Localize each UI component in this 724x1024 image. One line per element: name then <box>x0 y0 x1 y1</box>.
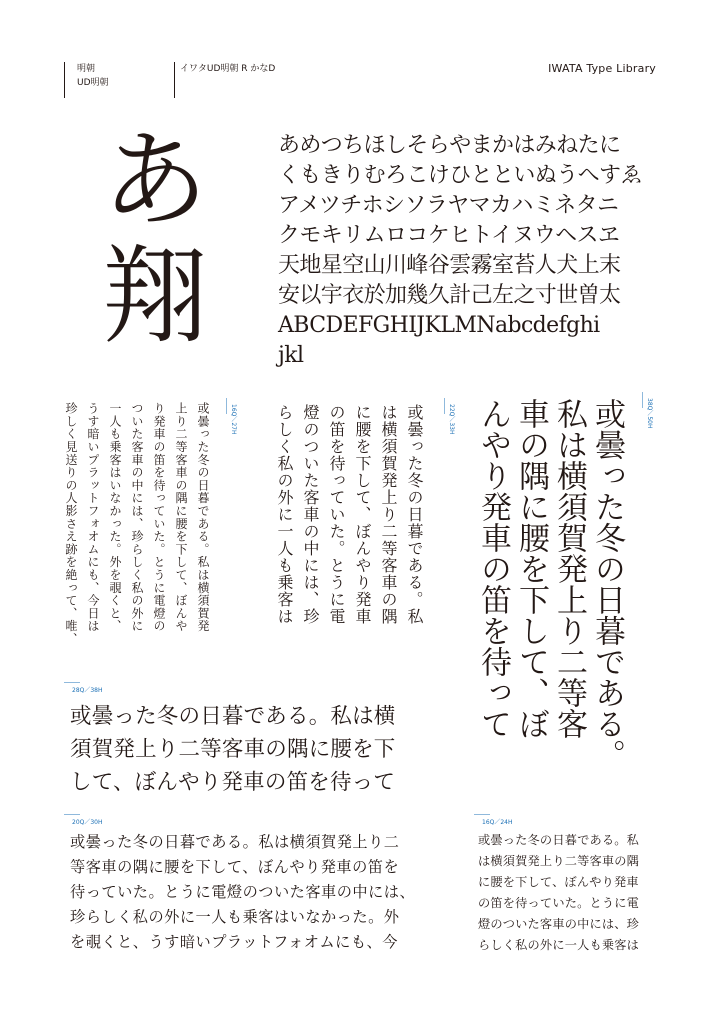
header-family <box>77 62 109 90</box>
sample-label-16q-v: 16Q／27H <box>230 404 237 435</box>
vertical-line: 或曇った冬の日暮である。私 <box>405 404 424 625</box>
horizontal-line: 須賀発上り二等客車の隅に腰を下 <box>70 737 396 762</box>
vertical-line: 燈のついた客車の中には、珍 <box>301 404 320 625</box>
vertical-sample-38q <box>474 398 626 798</box>
header-rule-mid <box>174 62 175 98</box>
vertical-line: 上り二等客車の隅に腰を下して、ぼんや <box>174 402 188 633</box>
horizontal-line: の笛を待っていた。とうに電 <box>478 896 640 910</box>
sample-label-22q-v: 22Q／33H <box>448 404 455 435</box>
horizontal-line: らしく私の外に一人も乗客は <box>478 938 640 952</box>
horizontal-sample-16q <box>478 830 639 956</box>
charset-line: jkl <box>278 343 304 368</box>
display-char-sho: 翔 <box>102 235 208 358</box>
charset-line: アメツチホシソラヤマカハミネタニ <box>278 193 619 218</box>
vertical-line: 車の隅に腰を下して、ぼ <box>513 398 549 739</box>
charset-line: 安以宇衣於加幾久計己左之寸世曽太 <box>278 283 621 308</box>
vertical-line: の笛を待っていた。とうに電 <box>327 404 346 625</box>
charset-line: くもきりむろこけひとといぬうへすゑ <box>278 163 642 188</box>
vertical-line: に腰を下して、ぼんやり発車 <box>353 404 372 625</box>
vertical-line: 珍しく見送りの人影さえ跡を絶って、唯、 <box>64 402 78 646</box>
horizontal-line: を覗くと、うす暗いプラットフォオムにも、今 <box>70 933 398 951</box>
sample-rule-16q-h <box>474 814 490 815</box>
horizontal-line: 或曇った冬の日暮である。私は横 <box>70 704 396 729</box>
sample-rule-38q-v <box>642 392 643 408</box>
vertical-line: らしく私の外に一人も乗客は <box>275 404 294 625</box>
vertical-line: うす暗いプラットフォオムにも、今日は <box>86 402 100 633</box>
header-rule-left <box>64 62 65 98</box>
horizontal-line: 燈のついた客車の中には、珍 <box>478 917 640 931</box>
sample-rule-16q-v <box>226 398 227 414</box>
header-family-line1: 明朝 <box>77 64 96 74</box>
horizontal-line: 珍らしく私の外に一人も乗客はいなかった。外 <box>70 908 400 926</box>
horizontal-line: 或曇った冬の日暮である。私は横須賀発上り二 <box>70 833 400 851</box>
vertical-sample-22q <box>271 404 427 664</box>
vertical-line: 或曇った冬の日暮である。私は横須賀発 <box>196 402 210 633</box>
sample-rule-20q-h <box>64 814 80 815</box>
horizontal-line: 或曇った冬の日暮である。私 <box>478 833 640 847</box>
charset-line: ABCDEFGHIJKLMNabcdefghi <box>278 313 600 338</box>
horizontal-sample-28q <box>70 700 396 799</box>
horizontal-line: は横須賀発上り二等客車の隅 <box>478 854 640 868</box>
sample-label-20q-h: 20Q／30H <box>72 819 103 826</box>
sample-label-16q-h: 16Q／24H <box>482 819 513 826</box>
vertical-line: 或曇った冬の日暮である。 <box>589 398 625 770</box>
vertical-line: ついた客車の中には、珍らしく私の外に <box>130 402 144 633</box>
horizontal-line: に腰を下して、ぼんやり発車 <box>478 875 639 889</box>
vertical-line: は横須賀発上り二等客車の隅 <box>379 404 398 625</box>
header-family-line2: UD明朝 <box>77 78 109 88</box>
vertical-line: 私は横須賀発上り二等客 <box>551 398 587 739</box>
vertical-line: 一人も乗客はいなかった。外を覗くと、 <box>108 402 122 633</box>
display-char-a: あ <box>102 119 208 242</box>
horizontal-line: して、ぼんやり発車の笛を待って <box>70 770 396 795</box>
charset-line: あめつちほしそらやまかはみねたに <box>278 133 621 158</box>
header-library-name: IWATA Type Library <box>548 62 656 75</box>
charset-line: 天地星空山川峰谷雲霧室苔人犬上末 <box>278 253 621 278</box>
vertical-sample-16q <box>60 402 214 662</box>
sample-rule-22q-v <box>444 398 445 414</box>
charset-line: クモキリムロコケヒトイヌウヘスヱ <box>278 223 620 248</box>
header-font-name: イワタUD明朝 R かなD <box>180 64 276 74</box>
horizontal-line: 待っていた。とうに電燈のついた客車の中には、 <box>70 883 416 901</box>
sample-rule-28q-h <box>64 682 80 683</box>
sample-label-38q-v: 38Q／50H <box>646 398 653 429</box>
character-set <box>278 131 658 371</box>
vertical-line: んやり発車の笛を待って <box>475 398 511 739</box>
horizontal-line: 等客車の隅に腰を下して、ぼんやり発車の笛を <box>70 858 400 876</box>
horizontal-sample-20q <box>70 830 415 955</box>
sample-label-28q-h: 28Q／38H <box>72 687 103 694</box>
vertical-line: り発車の笛を待っていた。とうに電燈の <box>152 402 166 633</box>
